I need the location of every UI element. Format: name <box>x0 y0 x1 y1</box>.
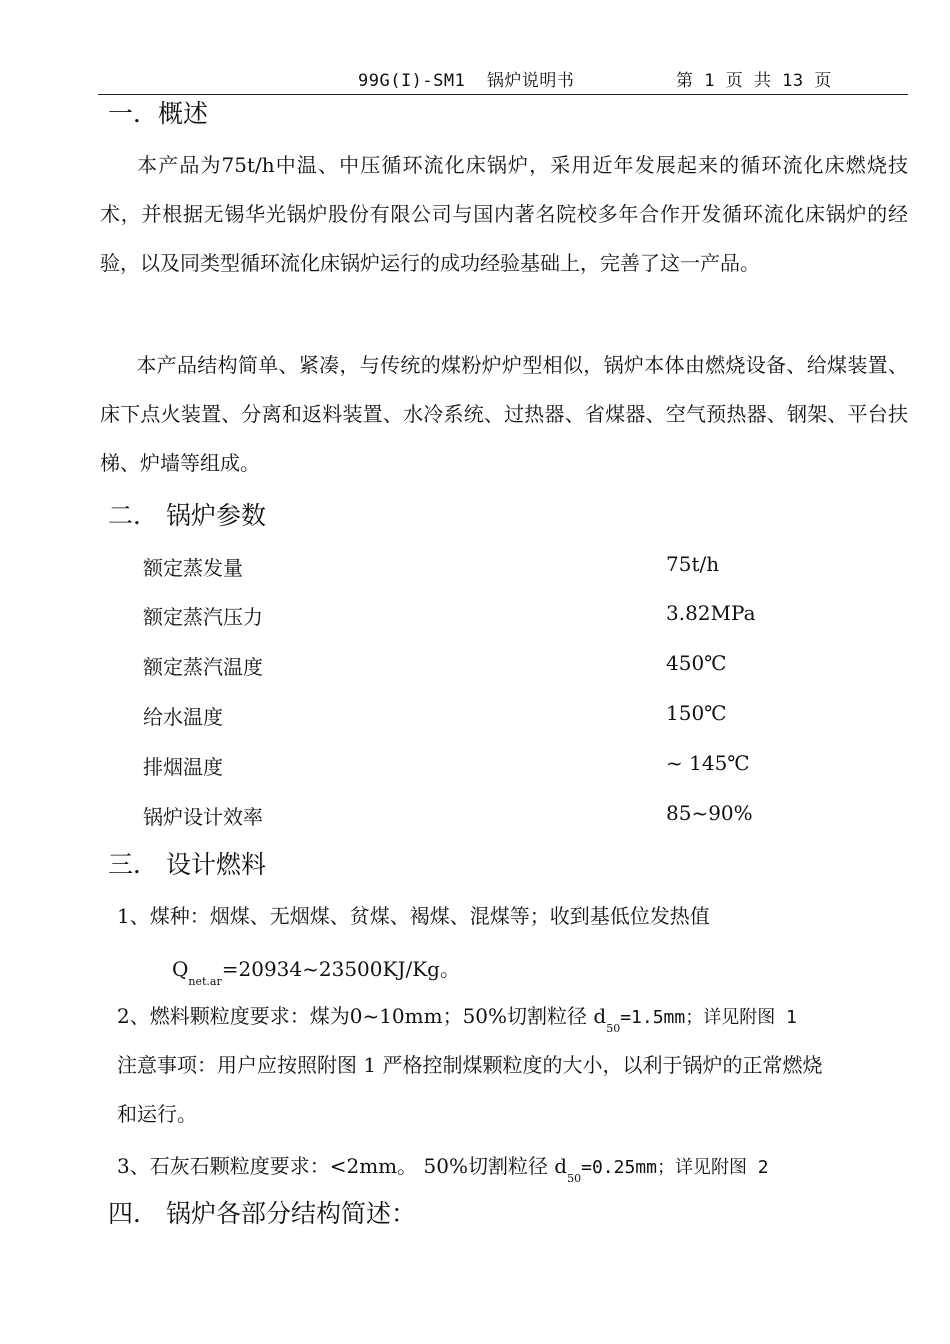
fuel-item2: 2、燃料颗粒度要求：煤为0~10mm；50%切割粒径 $d_{50}=1.5mm$；详见附图 1 <box>117 1004 797 1035</box>
param-value: 150℃ <box>666 701 727 725</box>
section1-para2: 本产品结构简单、紧凑，与传统的煤粉炉炉型相似，锅炉本体由燃烧设备、给煤装置、床下点火装置、分离和返料装置、水冷系统、过热器、省煤器、空气预热器、钢架、平台扶梯、炉墙等组成。 <box>100 353 908 475</box>
header-page-info: 第 1 页 共 13 页 <box>676 71 832 91</box>
header-doc-info <box>358 66 574 91</box>
section2-title: 二． 锅炉参数 <box>108 501 266 530</box>
param-value: ~ 145℃ <box>666 751 750 775</box>
param-label: 排烟温度 <box>143 755 223 779</box>
header-doc-title: 锅炉说明书 <box>486 71 575 91</box>
param-value: 450℃ <box>666 651 727 675</box>
param-value: 3.82MPa <box>666 601 756 625</box>
header-rule <box>98 94 908 95</box>
fuel-item1: 1、煤种：烟煤、无烟煤、贫煤、褐煤、混煤等；收到基低位发热值 <box>117 904 710 928</box>
param-value: 75t/h <box>666 552 720 576</box>
param-label: 额定蒸汽温度 <box>143 655 263 679</box>
section1-title: 一．概述 <box>108 99 209 128</box>
heating-value: $Q_{net.ar}=20934\sim 23500KJ/Kg$。 <box>172 957 460 988</box>
header-doc-code: 99G(I)-SM1 <box>358 71 466 91</box>
param-label: 额定蒸汽压力 <box>143 605 263 629</box>
section3-title: 三． 设计燃料 <box>108 850 266 879</box>
param-label: 额定蒸发量 <box>143 556 243 580</box>
section4-title: 四． 锅炉各部分结构简述： <box>108 1199 416 1228</box>
param-value: 85~90% <box>666 801 753 825</box>
param-label: 锅炉设计效率 <box>143 805 263 829</box>
note-line1: 注意事项：用户应按照附图 1 严格控制煤颗粒度的大小，以利于锅炉的正常燃烧 <box>117 1053 823 1077</box>
note-line2: 和运行。 <box>117 1102 197 1126</box>
param-label: 给水温度 <box>143 705 223 729</box>
section1-para1: 本产品为75t/h中温、中压循环流化床锅炉，采用近年发展起来的循环流化床燃烧技术，并根据无锡华光锅炉股份有限公司与国内著名院校多年合作开发循环流化床锅炉的经验，以及同类型循环流化床锅炉运行的成功经验基础上，完善了这一产品。 <box>100 153 908 275</box>
fuel-item3: 3、石灰石颗粒度要求：<2mm。 50%切割粒径 $d_{50}=0.25mm$；详见附图 2 <box>117 1154 769 1185</box>
